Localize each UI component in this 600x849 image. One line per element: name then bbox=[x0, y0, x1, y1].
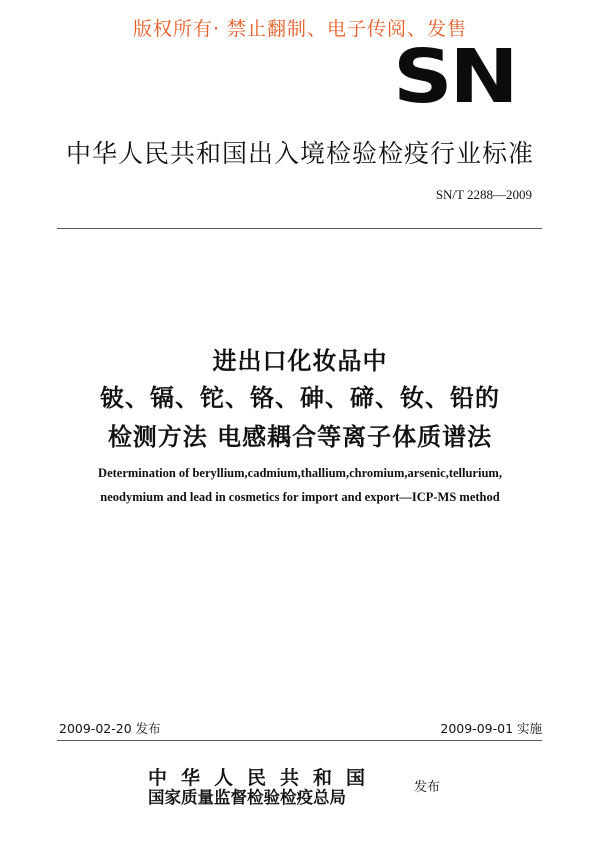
issue-date: 2009-02-20 发布 bbox=[59, 721, 161, 736]
chinese-title-line-1: 进出口化妆品中 bbox=[212, 347, 388, 375]
issuer-country: 中华人民共和国 bbox=[148, 767, 380, 789]
publish-label: 发布 bbox=[414, 780, 441, 795]
chinese-title-line-3: 检测方法 电感耦合等离子体质谱法 bbox=[107, 423, 493, 451]
issuer-agency: 国家质量监督检验检疫总局 bbox=[148, 788, 346, 807]
sn-logo: SN bbox=[393, 34, 516, 120]
standard-number: SN/T 2288—2009 bbox=[435, 187, 532, 202]
chinese-title-line-2: 铍、镉、铊、铬、砷、碲、钕、铅的 bbox=[100, 384, 500, 412]
industry-standard-title: 中华人民共和国出入境检验检疫行业标准 bbox=[65, 139, 534, 168]
english-title-line-1: Determination of beryllium,cadmium,thallium,chromium,arsenic,tellurium, bbox=[98, 466, 502, 480]
copyright-notice: 版权所有· 禁止翻制、电子传阅、发售 bbox=[132, 18, 468, 40]
english-title-line-2: neodymium and lead in cosmetics for import and export—ICP-MS method bbox=[100, 490, 500, 504]
bottom-divider bbox=[57, 740, 542, 741]
implementation-date: 2009-09-01 实施 bbox=[440, 721, 542, 736]
top-divider bbox=[57, 228, 542, 229]
